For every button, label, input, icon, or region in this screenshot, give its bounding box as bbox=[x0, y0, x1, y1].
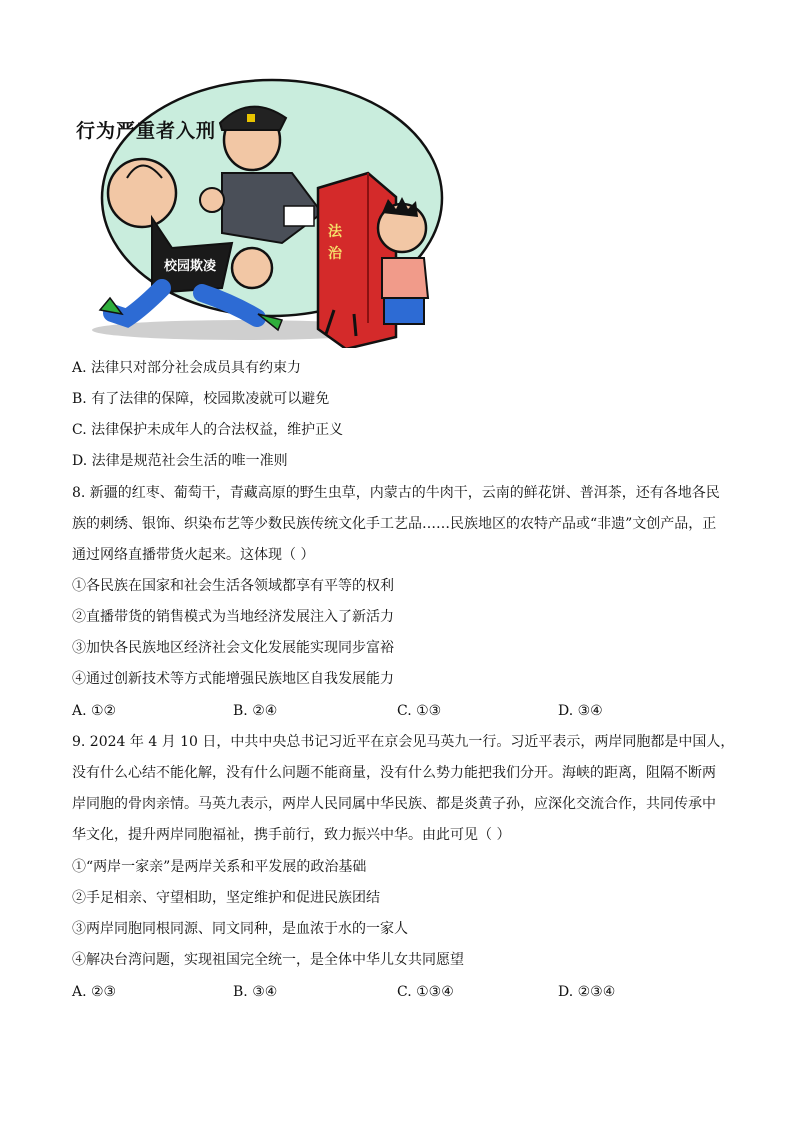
q9-statement-3: ③两岸同胞同根同源、同文同种，是血浓于水的一家人 bbox=[72, 921, 408, 937]
q8-stem-line-3: 通过网络直播带货火起来。这体现（ ） bbox=[72, 547, 315, 563]
q8-choice-a: A. ①② bbox=[72, 703, 117, 719]
q8-choice-d: D. ③④ bbox=[558, 703, 603, 719]
q8-choice-c: C. ①③ bbox=[397, 703, 442, 719]
q9-statement-2: ②手足相亲、守望相助，坚定维护和促进民族团结 bbox=[72, 890, 380, 906]
q8-choice-b: B. ②④ bbox=[233, 703, 278, 719]
book-label-2: 治 bbox=[328, 246, 342, 262]
q9-choice-c: C. ①③④ bbox=[397, 984, 454, 1000]
q8-statement-2: ②直播带货的销售模式为当地经济发展注入了新活力 bbox=[72, 609, 394, 625]
q8-stem-line-2: 族的刺绣、银饰、织染布艺等少数民族传统文化手工艺品……民族地区的农特产品或“非遗”文创产品，正 bbox=[72, 516, 717, 532]
cartoon-caption: 行为严重者入刑 bbox=[76, 120, 217, 142]
book-label-1: 法 bbox=[328, 224, 342, 240]
q9-stem-line-3: 岸同胞的骨肉亲情。马英九表示，两岸人民同属中华民族、都是炎黄子孙，应深化交流合作，共同传承中 bbox=[72, 796, 716, 812]
q8-stem-line-1: 8. 新疆的红枣、葡萄干，青藏高原的野生虫草，内蒙古的牛肉干，云南的鲜花饼、普洱茶，还有各地各民 bbox=[72, 485, 720, 501]
child-figure bbox=[378, 197, 428, 324]
q8-statement-1: ①各民族在国家和社会生活各领域都享有平等的权利 bbox=[72, 578, 394, 594]
q9-statement-1: ①“两岸一家亲”是两岸关系和平发展的政治基础 bbox=[72, 859, 367, 875]
shirt-label: 校园欺凌 bbox=[164, 259, 217, 274]
q9-stem-line-4: 华文化，提升两岸同胞福祉，携手前行，致力振兴中华。由此可见（ ） bbox=[72, 827, 511, 843]
q7-option-c: C. 法律保护未成年人的合法权益，维护正义 bbox=[72, 422, 344, 438]
cartoon-illustration bbox=[72, 78, 452, 348]
q9-statement-4: ④解决台湾问题，实现祖国完全统一，是全体中华儿女共同愿望 bbox=[72, 952, 464, 968]
q7-option-a: A. 法律只对部分社会成员具有约束力 bbox=[72, 360, 302, 376]
q8-statement-4: ④通过创新技术等方式能增强民族地区自我发展能力 bbox=[72, 671, 394, 687]
q9-choice-b: B. ③④ bbox=[233, 984, 278, 1000]
q9-choice-a: A. ②③ bbox=[72, 984, 117, 1000]
q7-option-b: B. 有了法律的保障，校园欺凌就可以避免 bbox=[72, 391, 330, 407]
q8-statement-3: ③加快各民族地区经济社会文化发展能实现同步富裕 bbox=[72, 640, 394, 656]
q9-stem-line-2: 没有什么心结不能化解，没有什么问题不能商量，没有什么势力能把我们分开。海峡的距离，阻隔不断两 bbox=[72, 765, 716, 781]
q7-option-d: D. 法律是规范社会生活的唯一准则 bbox=[72, 453, 288, 469]
q9-choice-d: D. ②③④ bbox=[558, 984, 616, 1000]
q9-stem-line-1: 9. 2024 年 4 月 10 日，中共中央总书记习近平在京会见马英九一行。习近平表示，两岸同胞都是中国人， bbox=[72, 734, 735, 750]
